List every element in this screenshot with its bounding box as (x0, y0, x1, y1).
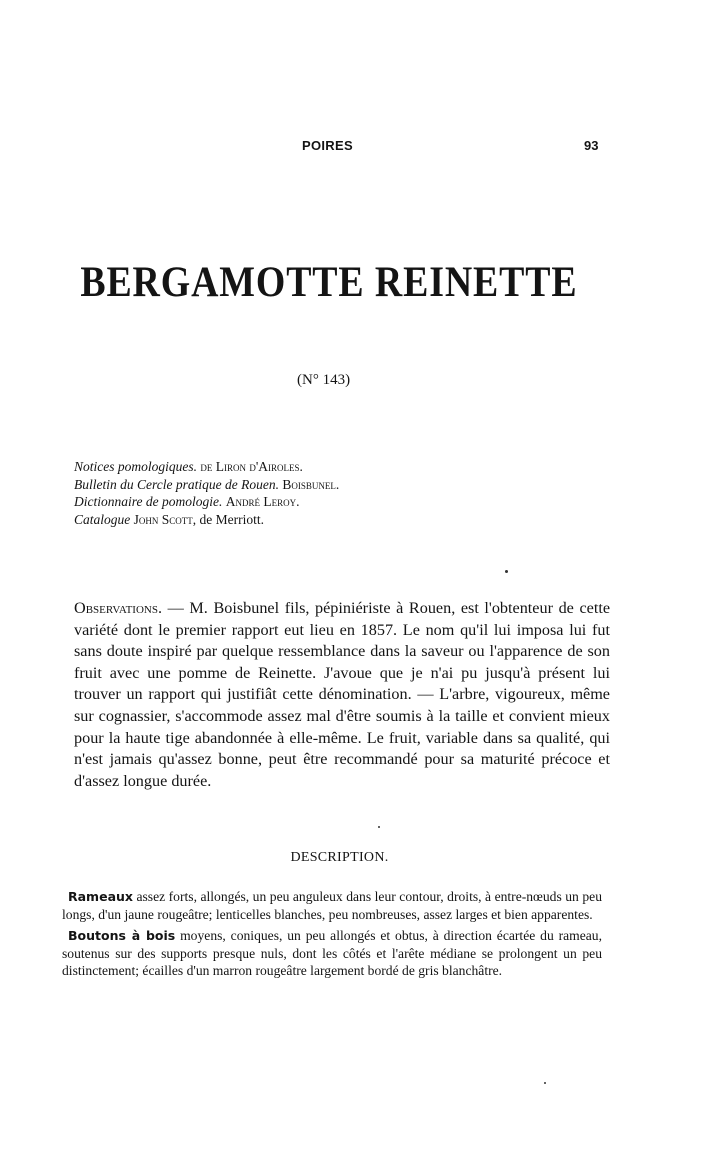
description-text: moyens, coniques, un peu allongés et obtus, à direction écartée du rameau, soutenus sur des supports presque nuls, dont les côtés et l'arête médiane se prolongent un peu distinctement; écailles d'un marron rougeâtre largement bordé de gris blanchâtre. (62, 928, 602, 979)
observations-lead: Observations. (74, 599, 163, 617)
running-head (0, 138, 707, 158)
description-heading: DESCRIPTION. (290, 850, 389, 865)
description-entry (62, 927, 602, 980)
page-number: 93 (584, 138, 599, 153)
print-speck (378, 826, 380, 828)
reference-item (74, 476, 614, 494)
print-speck (505, 570, 508, 573)
reference-item (74, 458, 614, 476)
description-term: Rameaux (68, 889, 133, 904)
description-body (62, 888, 602, 984)
reference-source: Catalogue (74, 511, 131, 527)
description-text: assez forts, allongés, un peu anguleux dans leur contour, droits, à entre-nœuds un peu longs, d'un jaune rougeâtre; lenticelles blanches, peu nombreuses, assez larges et bien apparentes. (62, 889, 602, 922)
reference-item (74, 493, 614, 511)
description-term: Boutons à bois (68, 928, 176, 944)
page-title: BERGAMOTTE REINETTE (80, 259, 578, 306)
print-speck (544, 1082, 546, 1084)
reference-author: André Leroy. (225, 494, 300, 509)
reference-author: Boisbunel. (282, 476, 340, 492)
reference-author: John Scott, (133, 511, 197, 527)
observations-paragraph (74, 598, 610, 792)
references-list (74, 458, 614, 528)
reference-source: Bulletin du Cercle pratique de Rouen. (74, 476, 279, 492)
reference-source: Notices pomologiques. (74, 459, 197, 474)
reference-author: de Liron d'Airoles. (200, 459, 303, 474)
reference-rest: de Merriott. (196, 511, 264, 527)
reference-source: Dictionnaire de pomologie. (74, 494, 223, 509)
reference-item (74, 511, 614, 529)
variety-number: (N° 143) (297, 372, 351, 388)
description-entry (62, 888, 602, 923)
running-title: POIRES (302, 138, 353, 153)
observations-text: — M. Boisbunel fils, pépiniériste à Rouen, est l'obtenteur de cette variété dont le premier rapport eut lieu en 1857. Le nom qu'il lui imposa lui fut sans doute inspiré par quelque ressemblance dans la saveur ou l'apparence de son fruit avec une pomme de Reinette. J'avoue que je n'ai pu jusqu'à présent lui trouver un rapport qui justifiât cette dénomination. — L'arbre, vigoureux, même sur cognassier, s'accommode assez mal d'être soumis à la taille et convient mieux pour la haute tige abandonnée à elle-même. Le fruit, variable dans sa qualité, qui n'est jamais qu'assez bonne, peut être recommandé pour sa maturité précoce et d'assez longue durée. (74, 599, 610, 790)
